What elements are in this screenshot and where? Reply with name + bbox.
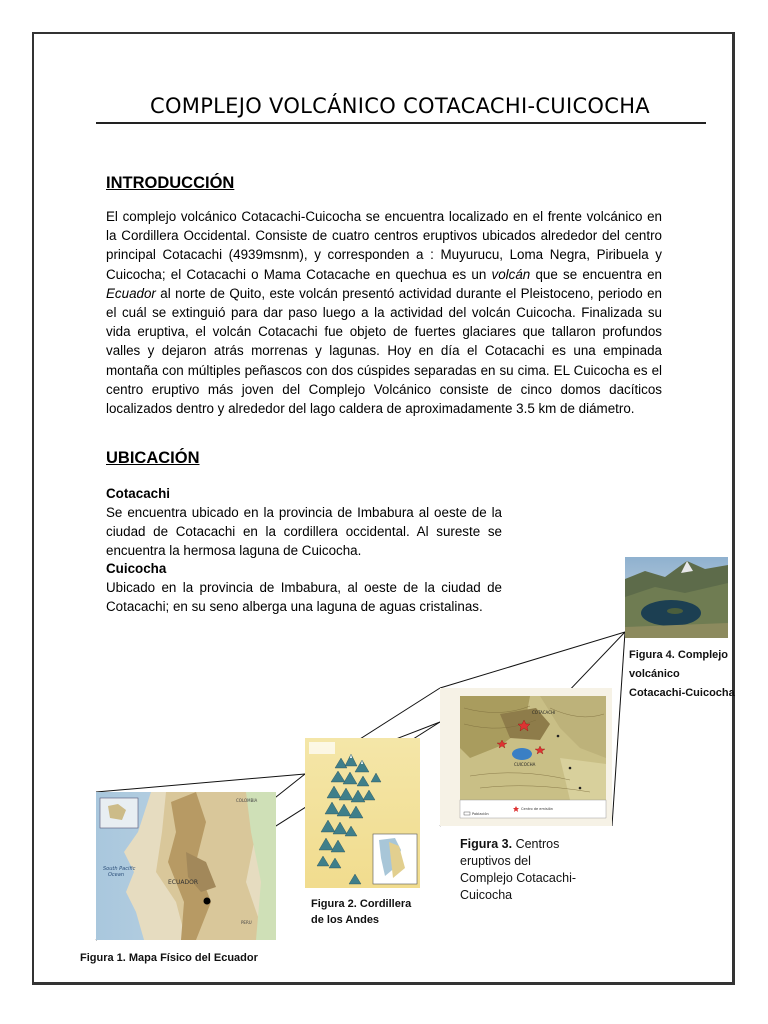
map1-country-label: ECUADOR xyxy=(168,879,198,886)
map3-label-cuicocha: CUICOCHA xyxy=(514,762,536,767)
ubicacion-heading: UBICACIÓN xyxy=(106,449,200,467)
figure-4-photo-cuicocha xyxy=(625,557,728,638)
map3-legend-1: Centro de emisión xyxy=(521,807,553,811)
map3-label-cotacachi: COTACACHI xyxy=(532,710,556,715)
figure-1-caption: Figura 1. Mapa Físico del Ecuador xyxy=(80,952,258,964)
map1-label-colombia: COLOMBIA xyxy=(236,798,258,803)
map1-ocean-label-2: Ocean xyxy=(108,872,124,878)
map1-ocean-label-1: South Pacific xyxy=(103,866,136,872)
figure-2-cordillera-andes xyxy=(305,738,420,888)
intro-heading: INTRODUCCIÓN xyxy=(106,174,235,192)
cuicocha-subheading: Cuicocha xyxy=(106,561,167,576)
figure-1-map-ecuador xyxy=(96,792,276,940)
page-title: COMPLEJO VOLCÁNICO COTACACHI-CUICOCHA xyxy=(150,94,650,118)
figure-4-caption: Figura 4. Complejo volcánico Cotacachi-Cuicocha xyxy=(629,649,735,699)
cotacachi-paragraph: Se encuentra ubicado en la provincia de Imbabura al oeste de la ciudad de Cotacachi en la cordillera occidental. Al sureste se encuentra la hermosa laguna de Cuicocha. xyxy=(106,505,502,559)
ecuador-link[interactable]: Ecuador xyxy=(106,285,156,301)
figure-2-caption: Figura 2. Cordillera de los Andes xyxy=(311,898,412,926)
cotacachi-subheading: Cotacachi xyxy=(106,486,170,501)
volcan-link[interactable]: volcán xyxy=(491,266,531,282)
figure-3-caption: Figura 3. Centros eruptivos del Complejo Cotacachi- Cuicocha xyxy=(460,837,577,902)
figure-3-eruptive-centers-map xyxy=(440,688,612,826)
map1-label-peru: PERU xyxy=(241,920,252,925)
map3-legend-2: Población xyxy=(472,812,489,816)
intro-paragraph: El complejo volcánico Cotacachi-Cuicocha se encuentra localizado en el frente volcánico en la Cordillera Occidental. Consiste de cuatro centros eruptivos ubicados alrededor del centro principal Cotacachi (4939msnm), y corresponden a : Muyurucu, Loma Negra, Piribuela y Cuicocha; el Cotacachi o Mama Cotacache en quechua es un volcán que se encuentra en Ecuador al norte de Quito, este volcán presentó actividad durante el Pleistoceno, periodo en el cuál se extinguió para dar paso luego a la actividad del volcán Cuicocha. Finalizada su vida eruptiva, el volcán Cotacachi fue objeto de fuertes glaciares que tallaron profundos valles y dejaron atrás morrenas y lagunas. Hoy en día el Cotacachi es una empinada montaña con múltiples peñascos con dos cúspides separadas en su cima. EL Cuicocha es el centro eruptivo más joven del Complejo Volcánico consiste de cinco domos dacíticos localizados dentro y alrededor del lago caldera de aproximadamente 3.5 km de diámetro. xyxy=(106,209,662,417)
cuicocha-paragraph: Ubicado en la provincia de Imbabura, al oeste de la ciudad de Cotacachi; en su seno alberga una laguna de aguas cristalinas. xyxy=(106,580,502,615)
